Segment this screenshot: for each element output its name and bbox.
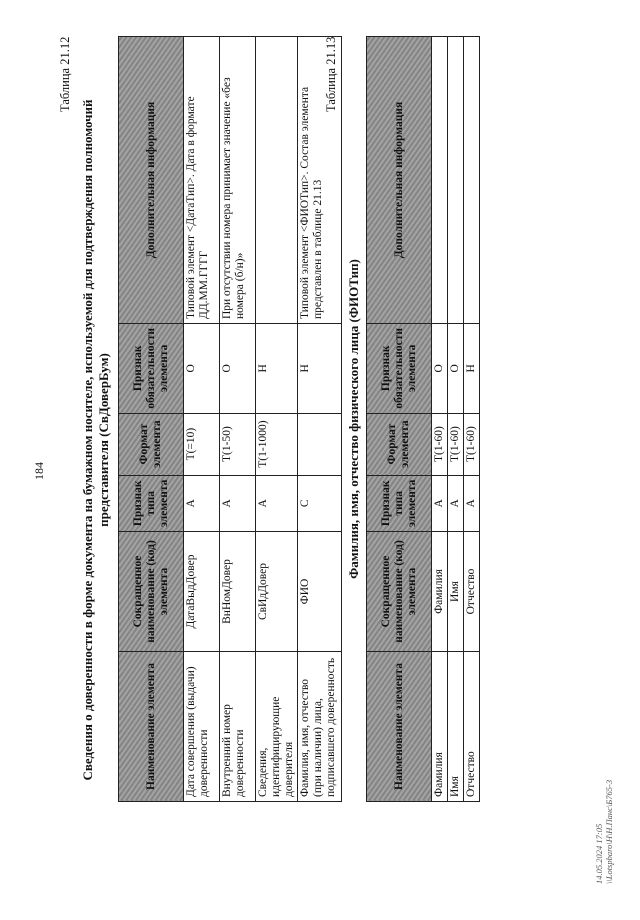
cell: Типовой элемент <ФИОТип>. Состав элемента представлен в таблице 21.13 <box>298 37 342 324</box>
table-row <box>432 37 448 802</box>
table-row <box>256 37 298 802</box>
table-21-13 <box>366 36 480 802</box>
cell <box>432 37 448 324</box>
print-stamp <box>594 780 614 884</box>
cell: T(1-1000) <box>256 413 298 475</box>
page-number: 184 <box>32 462 46 480</box>
table-row <box>464 37 480 802</box>
header-cell: Сокращенное наименование (код) элемента <box>367 532 432 652</box>
cell: Н <box>464 324 480 414</box>
cell: Н <box>256 324 298 414</box>
cell: А <box>184 475 220 531</box>
table-row <box>298 37 342 802</box>
cell: С <box>298 475 342 531</box>
table-21-12 <box>118 36 342 802</box>
cell <box>448 37 464 324</box>
cell: Внутренний номер доверенности <box>220 652 256 802</box>
stamp-date: 14.05.2024 17:05 <box>594 823 604 884</box>
cell: T(1-60) <box>448 413 464 475</box>
cell: О <box>448 324 464 414</box>
table-21-13-caption: Фамилия, имя, отчество физического лица (ФИОТип) <box>346 259 361 579</box>
cell: ДатаВыдДовер <box>184 532 220 652</box>
cell: О <box>184 324 220 414</box>
header-cell: Наименование элемента <box>367 652 432 802</box>
cell: T(1-60) <box>432 413 448 475</box>
header-cell: Дополнительная информация <box>367 37 432 324</box>
cell: ФИО <box>298 532 342 652</box>
cell: Дата совершения (выдачи) доверенности <box>184 652 220 802</box>
cell: Имя <box>448 652 464 802</box>
cell: А <box>256 475 298 531</box>
table-21-12-label: Таблица 21.12 <box>58 36 72 112</box>
cell: T(1-50) <box>220 413 256 475</box>
cell <box>298 413 342 475</box>
header-cell: Формат элемента <box>119 413 184 475</box>
cell: При отсутствии номера принимает значение «без номера (б/н)» <box>220 37 256 324</box>
table-row <box>448 37 464 802</box>
cell: Отчество <box>464 652 480 802</box>
stamp-path: \\Lotspbaro\Н\Н.Панс\Б765-3 <box>604 779 614 884</box>
header-cell: Признак обязательности элемента <box>119 324 184 414</box>
cell: СвИдДовер <box>256 532 298 652</box>
caption-line-2: представителя (СвДоверБум) <box>96 353 111 527</box>
table-21-13-label: Таблица 21.13 <box>324 36 338 112</box>
cell: Н <box>298 324 342 414</box>
header-cell: Дополнительная информация <box>119 37 184 324</box>
cell: Сведения, идентифицирующие доверителя <box>256 652 298 802</box>
cell: О <box>220 324 256 414</box>
cell: А <box>220 475 256 531</box>
header-cell: Наименование элемента <box>119 652 184 802</box>
cell: А <box>432 475 448 531</box>
cell: ВнНомДовер <box>220 532 256 652</box>
header-cell: Сокращенное наименование (код) элемента <box>119 532 184 652</box>
header-cell: Признак типа элемента <box>119 475 184 531</box>
cell: Типовой элемент <ДатаТип>. Дата в формате ДД.ММ.ГГГГ <box>184 37 220 324</box>
header-cell: Формат элемента <box>367 413 432 475</box>
caption-line-1: Сведения о доверенности в форме документа на бумажном носителе, используемой для подтверждения полномочий <box>80 99 95 781</box>
cell: Фамилия <box>432 532 448 652</box>
cell: О <box>432 324 448 414</box>
cell: T(1-60) <box>464 413 480 475</box>
cell <box>464 37 480 324</box>
header-cell: Признак типа элемента <box>367 475 432 531</box>
cell: Имя <box>448 532 464 652</box>
cell: А <box>464 475 480 531</box>
cell <box>256 37 298 324</box>
cell: T(=10) <box>184 413 220 475</box>
table-row <box>220 37 256 802</box>
cell: Фамилия, имя, отчество (при наличии) лица, подписавшего доверенность <box>298 652 342 802</box>
cell: Фамилия <box>432 652 448 802</box>
cell: А <box>448 475 464 531</box>
header-cell: Признак обязательности элемента <box>367 324 432 414</box>
table-row <box>184 37 220 802</box>
table-21-12-caption <box>80 20 112 860</box>
cell: Отчество <box>464 532 480 652</box>
